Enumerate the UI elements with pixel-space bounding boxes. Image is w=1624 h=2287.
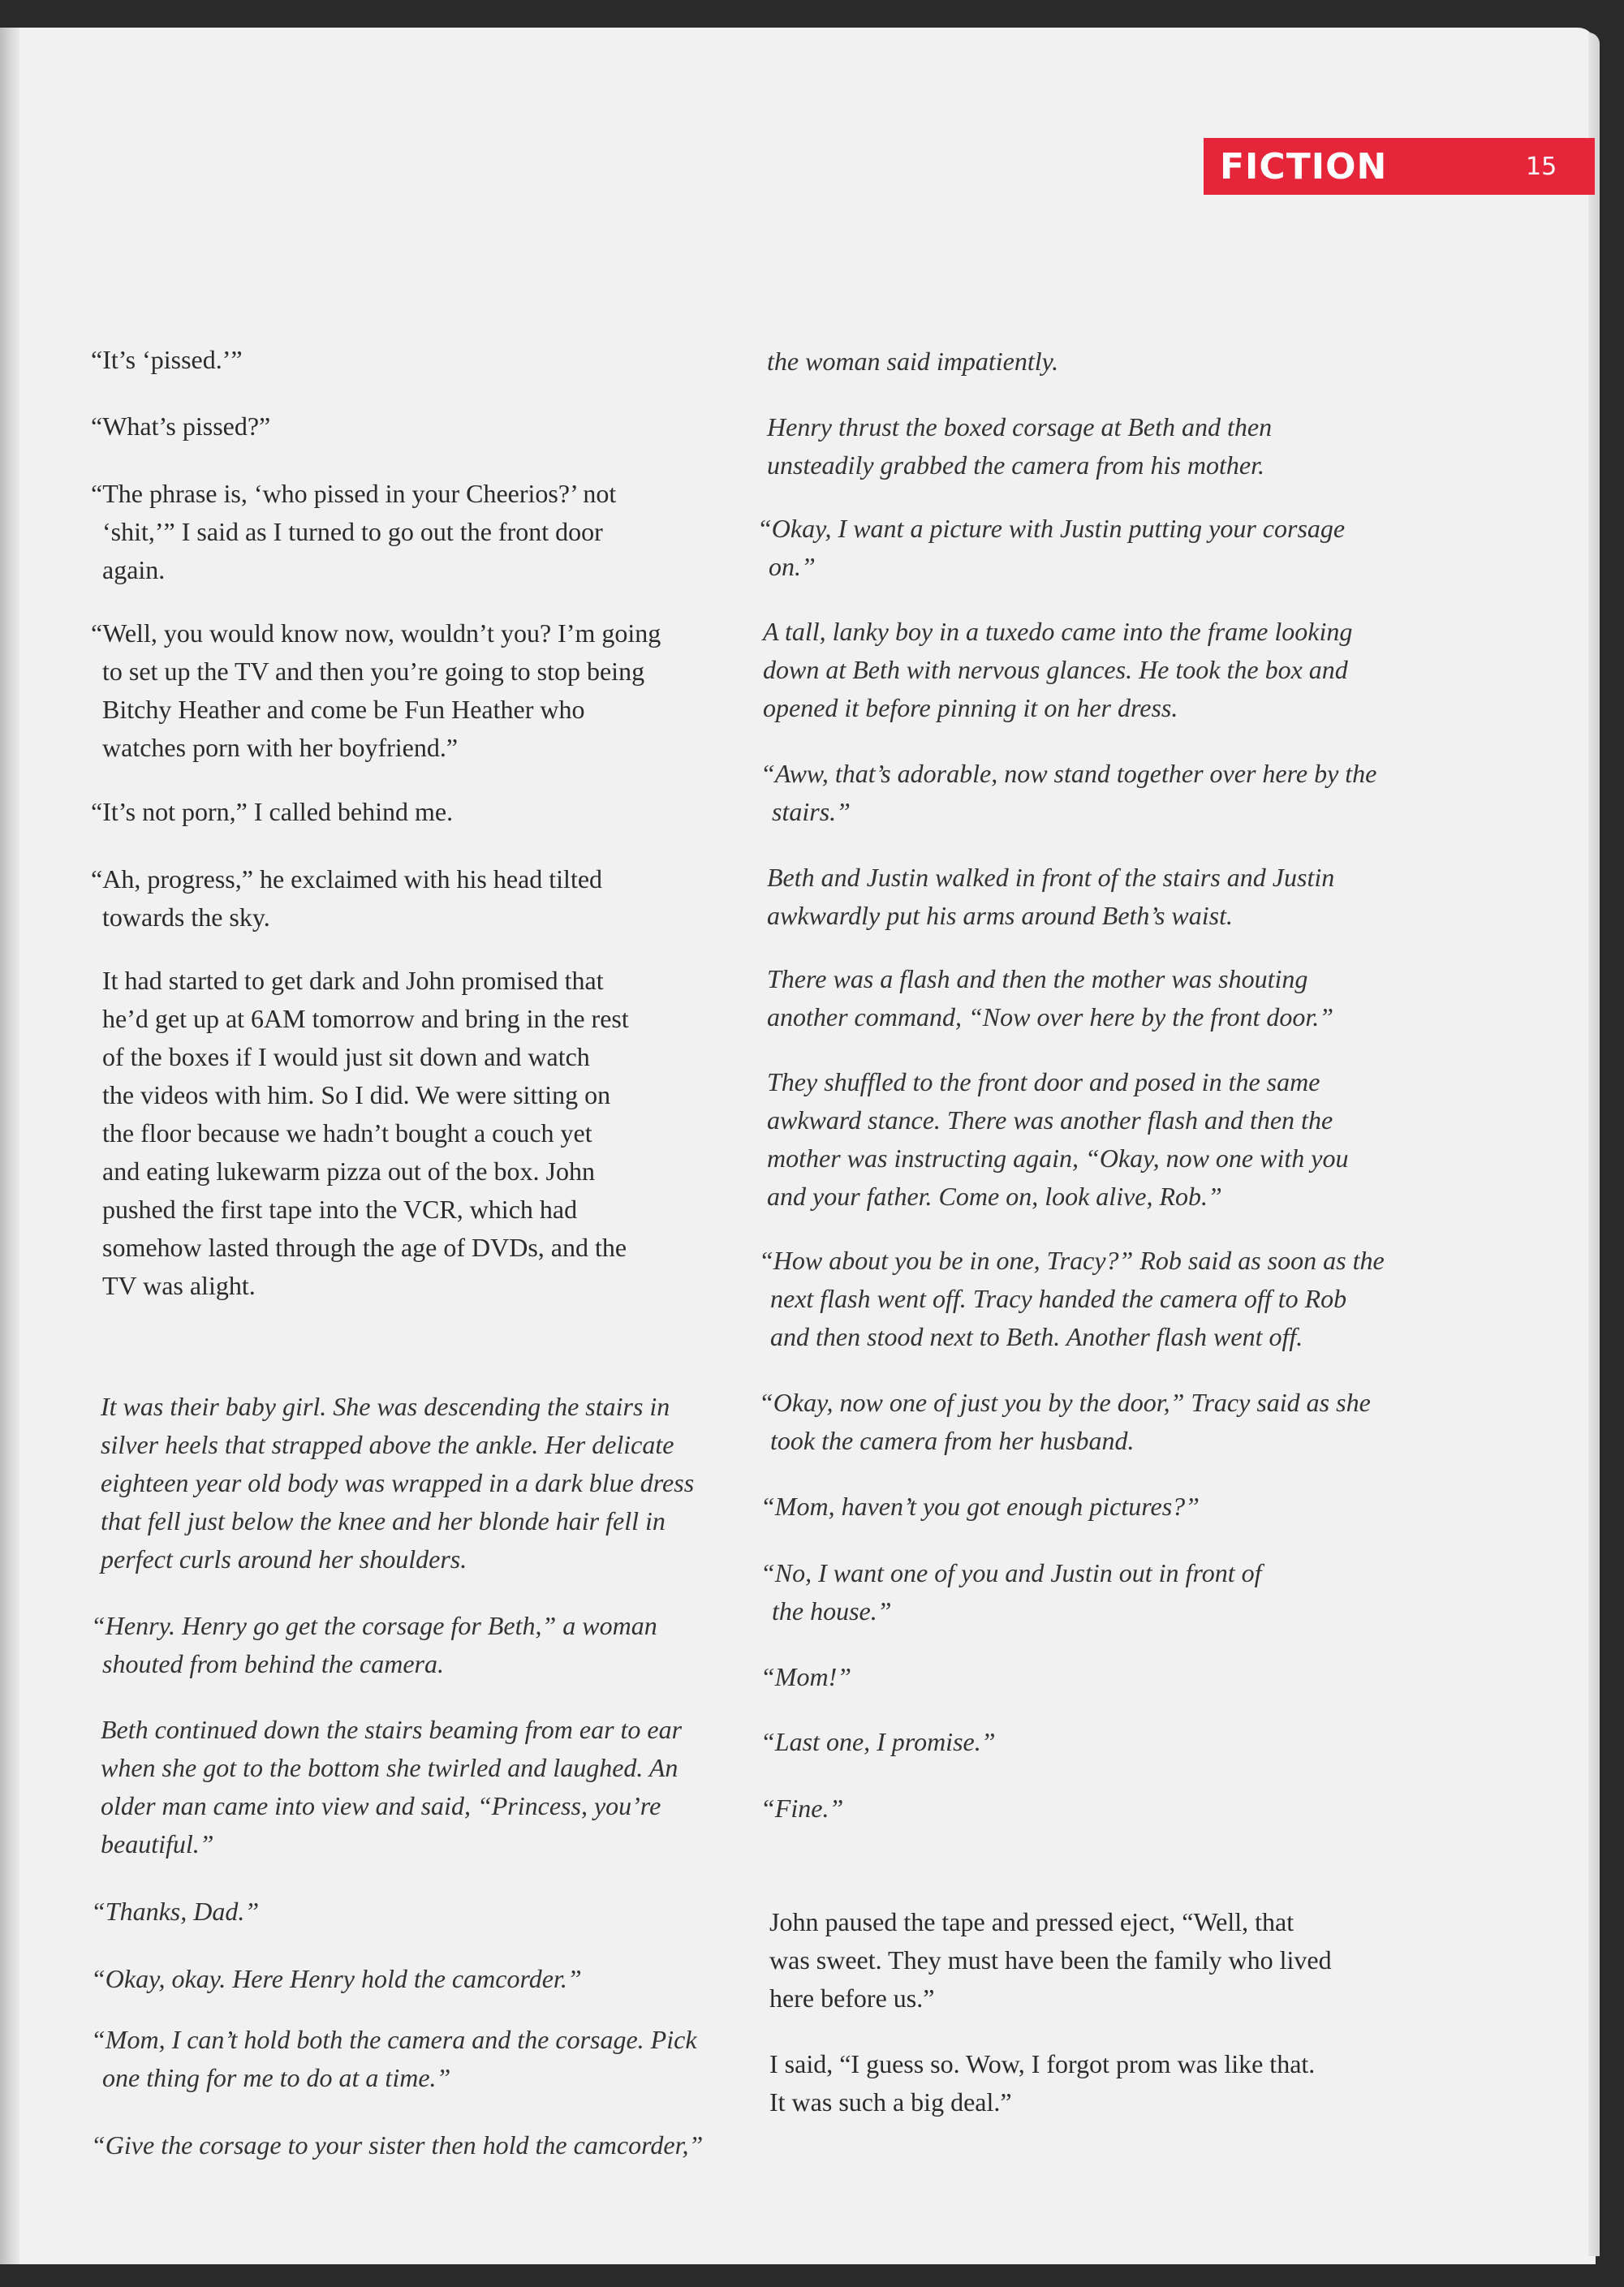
left-column-paragraph (91, 1893, 259, 1931)
left-column-paragraph (91, 341, 243, 379)
text-line: the woman said impatiently. (767, 347, 1059, 376)
text-line: A tall, lanky boy in a tuxedo came into the frame looking (763, 617, 1353, 646)
text-line: shouted from behind the camera. (102, 1649, 444, 1678)
text-line: one thing for me to do at a time.” (102, 2063, 451, 2092)
text-line: It was such a big deal.” (769, 2087, 1012, 2117)
right-column-paragraph (769, 2045, 1315, 2121)
text-line: “No, I want one of you and Justin out in front of (760, 1558, 1262, 1587)
left-column-paragraph (91, 1960, 582, 1998)
left-column-paragraph (101, 1711, 682, 1863)
text-line: eighteen year old body was wrapped in a dark blue dress (101, 1468, 695, 1497)
right-column-paragraph (757, 510, 1345, 586)
right-column-paragraph (759, 1242, 1385, 1356)
text-line: perfect curls around her shoulders. (101, 1544, 467, 1574)
right-column-paragraph (759, 1384, 1371, 1460)
right-column-paragraph (767, 342, 1058, 381)
text-line: to set up the TV and then you’re going to stop being (102, 657, 645, 686)
text-line: mother was instructing again, “Okay, now one with you (767, 1144, 1349, 1173)
right-column-paragraph (760, 1790, 843, 1828)
text-line: and your father. Come on, look alive, Rob.” (767, 1182, 1222, 1211)
text-line: “Henry. Henry go get the corsage for Beth,” a woman (91, 1611, 657, 1640)
left-column-paragraph (91, 1607, 657, 1683)
text-line: and then stood next to Beth. Another flash went off. (770, 1322, 1303, 1351)
text-line: ‘shit,’” I said as I turned to go out the front door (102, 517, 603, 546)
text-line: older man came into view and said, “Princess, you’re (101, 1791, 661, 1820)
text-line: “It’s ‘pissed.’” (91, 345, 243, 374)
left-column-paragraph (91, 793, 453, 831)
text-line: “Thanks, Dad.” (91, 1897, 260, 1926)
text-line: Bitchy Heather and come be Fun Heather who (102, 695, 585, 724)
text-line: “The phrase is, ‘who pissed in your Cheerios?’ not (91, 479, 617, 508)
text-line: unsteadily grabbed the camera from his mother. (767, 450, 1264, 480)
text-line: here before us.” (769, 1983, 935, 2013)
right-column-paragraph (760, 755, 1376, 831)
text-line: on.” (769, 552, 816, 581)
text-line: somehow lasted through the age of DVDs, and the (102, 1233, 627, 1262)
text-line: There was a flash and then the mother was shouting (767, 964, 1308, 993)
text-line: “What’s pissed?” (91, 411, 271, 441)
text-line: “Ah, progress,” he exclaimed with his head tilted (91, 864, 603, 894)
text-line: awkward stance. There was another flash and then the (767, 1105, 1333, 1135)
text-line: the floor because we hadn’t bought a couch yet (102, 1118, 592, 1148)
text-line: “Aww, that’s adorable, now stand together over here by the (760, 759, 1377, 788)
text-line: “Mom, I can’t hold both the camera and the corsage. Pick (91, 2025, 697, 2054)
text-line: pushed the first tape into the VCR, which had (102, 1195, 578, 1224)
text-line: “Okay, now one of just you by the door,” Tracy said as she (759, 1388, 1371, 1417)
text-line: silver heels that strapped above the ankle. Her delicate (101, 1430, 674, 1459)
text-line: “Okay, okay. Here Henry hold the camcorder.” (91, 1964, 582, 1993)
text-line: took the camera from her husband. (770, 1426, 1135, 1455)
text-line: “Well, you would know now, wouldn’t you? I’m going (91, 618, 661, 648)
text-line: opened it before pinning it on her dress. (763, 693, 1178, 722)
text-line: the videos with him. So I did. We were sitting on (102, 1080, 611, 1109)
text-line: the house.” (772, 1596, 892, 1626)
right-column-paragraph (769, 1903, 1332, 2018)
right-column-paragraph (767, 960, 1333, 1036)
text-line: “Last one, I promise.” (760, 1727, 996, 1756)
text-line: was sweet. They must have been the family who lived (769, 1945, 1332, 1975)
text-line: “Fine.” (760, 1794, 844, 1823)
right-column-paragraph (763, 613, 1352, 727)
left-column-paragraph (91, 2126, 703, 2164)
text-line: Henry thrust the boxed corsage at Beth and then (767, 412, 1273, 441)
text-line: “Okay, I want a picture with Justin putting your corsage (757, 514, 1346, 543)
text-line: “Give the corsage to your sister then hold the camcorder,” (91, 2130, 704, 2160)
text-line: another command, “Now over here by the front door.” (767, 1002, 1334, 1032)
text-line: towards the sky. (102, 902, 270, 932)
text-line: of the boxes if I would just sit down and watch (102, 1042, 590, 1071)
text-line: “Mom!” (760, 1662, 852, 1691)
text-line: beautiful.” (101, 1829, 214, 1858)
text-line: TV was alight. (102, 1271, 256, 1300)
book-gutter (0, 28, 21, 2264)
text-line: It had started to get dark and John promised that (102, 966, 604, 995)
text-line: watches porn with her boyfriend.” (102, 733, 459, 762)
left-column-paragraph (91, 2021, 697, 2097)
section-label: FICTION (1220, 146, 1388, 187)
right-column-paragraph (760, 1723, 996, 1761)
text-line: he’d get up at 6AM tomorrow and bring in the rest (102, 1004, 629, 1033)
text-line: awkwardly put his arms around Beth’s waist. (767, 901, 1233, 930)
text-line: when she got to the bottom she twirled and laughed. An (101, 1753, 678, 1782)
text-line: again. (102, 555, 166, 584)
text-line: Beth continued down the stairs beaming from ear to ear (101, 1715, 683, 1744)
right-column-paragraph (767, 859, 1334, 935)
text-line: I said, “I guess so. Wow, I forgot prom was like that. (769, 2049, 1316, 2078)
right-column-paragraph (767, 1063, 1348, 1216)
text-line: down at Beth with nervous glances. He took the box and (763, 655, 1348, 684)
text-line: stairs.” (772, 797, 851, 826)
left-column-paragraph (101, 1388, 694, 1579)
left-column-paragraph (102, 962, 629, 1305)
text-line: They shuffled to the front door and posed in the same (767, 1067, 1320, 1096)
left-column-paragraph (91, 475, 616, 589)
text-line: that fell just below the knee and her blonde hair fell in (101, 1506, 666, 1535)
left-column-paragraph (91, 407, 270, 446)
page-edge (1588, 32, 1600, 2256)
text-line: It was their baby girl. She was descending the stairs in (101, 1392, 670, 1421)
text-line: next flash went off. Tracy handed the camera off to Rob (770, 1284, 1347, 1313)
text-line: Beth and Justin walked in front of the stairs and Justin (767, 863, 1335, 892)
right-column-paragraph (760, 1488, 1200, 1526)
text-line: “Mom, haven’t you got enough pictures?” (760, 1492, 1200, 1521)
right-column-paragraph (767, 408, 1272, 485)
text-line: John paused the tape and pressed eject, “Well, that (769, 1907, 1294, 1936)
left-column-paragraph (91, 860, 602, 937)
right-column-paragraph (760, 1554, 1261, 1630)
text-line: “How about you be in one, Tracy?” Rob said as soon as the (759, 1246, 1385, 1275)
page-number: 15 (1526, 153, 1557, 181)
text-line: and eating lukewarm pizza out of the box. John (102, 1156, 595, 1186)
left-column-paragraph (91, 614, 661, 767)
right-column-paragraph (760, 1658, 851, 1696)
text-line: “It’s not porn,” I called behind me. (91, 797, 454, 826)
